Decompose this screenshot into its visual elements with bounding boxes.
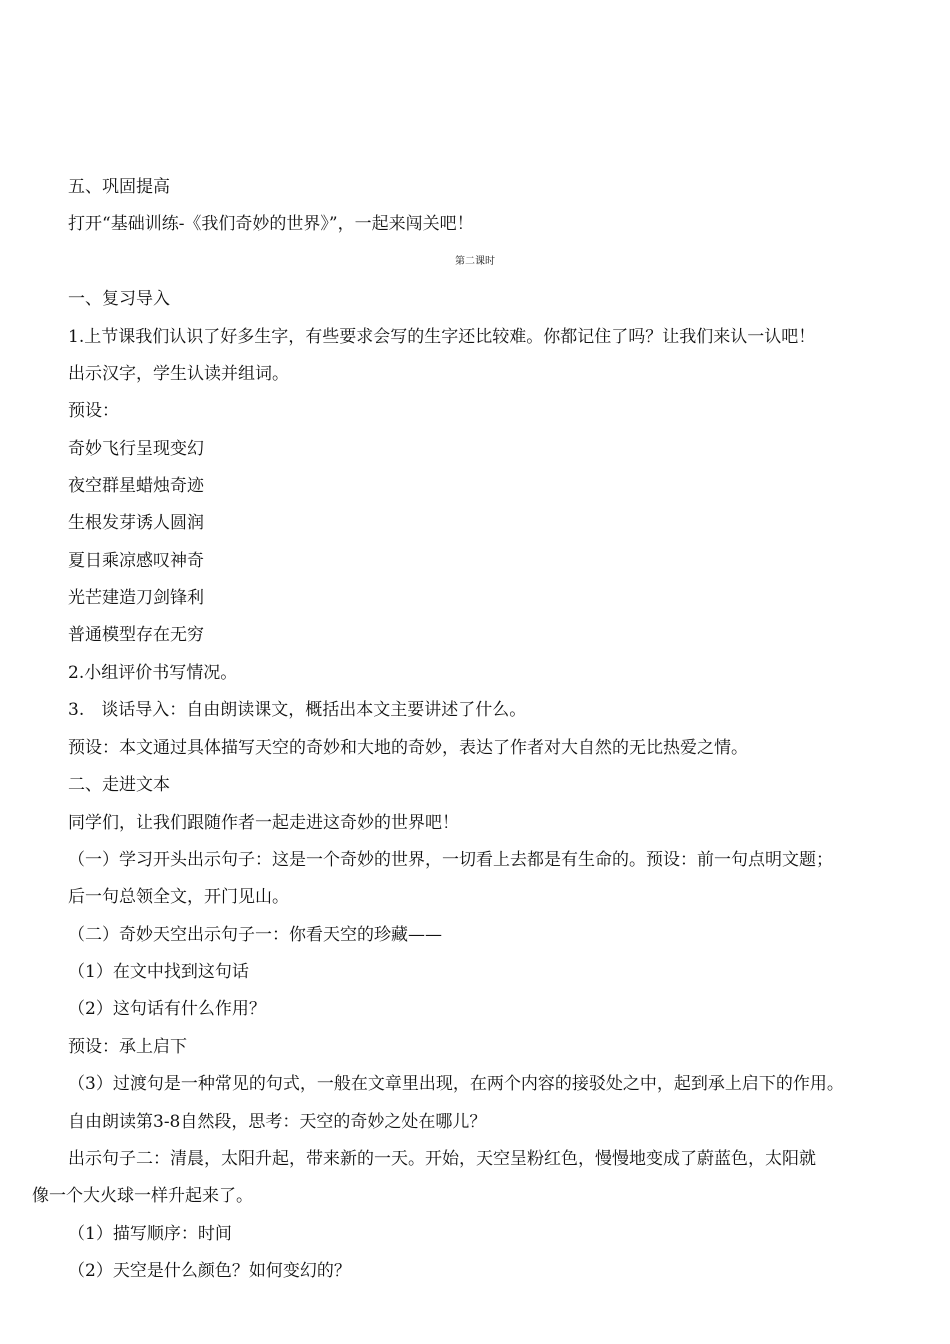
paragraph: 同学们，让我们跟随作者一起走进这奇妙的世界吧！: [68, 813, 459, 833]
paragraph: 预设：本文通过具体描写天空的奇妙和大地的奇妙，表达了作者对大自然的无比热爱之情。: [68, 738, 748, 758]
paragraph: 2.小组评价书写情况。: [68, 663, 238, 683]
paragraph: 出示汉字，学生认读并组词。: [68, 364, 289, 384]
section-heading-text: 二、走进文本: [68, 775, 170, 795]
paragraph: 预设：: [68, 401, 119, 421]
paragraph: 打开“基础训练-《我们奇妙的世界》”，一起来闯关吧！: [68, 214, 474, 234]
word-list-item: 夏日乘凉感叹神奇: [68, 551, 204, 571]
paragraph: （一）学习开头出示句子：这是一个奇妙的世界，一切看上去都是有生命的。预设：前一句点明文题；: [68, 850, 833, 870]
paragraph: 预设：承上启下: [68, 1037, 187, 1057]
word-list-item: 普通模型存在无穷: [68, 625, 204, 645]
paragraph: （3）过渡句是一种常见的句式，一般在文章里出现，在两个内容的接驳处之中，起到承上启下的作用。: [68, 1074, 844, 1094]
paragraph: （1）描写顺序：时间: [68, 1224, 232, 1244]
paragraph: 后一句总领全文，开门见山。: [68, 887, 289, 907]
section-heading-review: 一、复习导入: [68, 289, 170, 309]
paragraph: （1）在文中找到这句话: [68, 962, 249, 982]
paragraph: （2）这句话有什么作用？: [68, 999, 266, 1019]
paragraph: 1.上节课我们认识了好多生字，有些要求会写的生字还比较难。你都记住了吗？让我们来认一认吧！: [68, 327, 816, 347]
word-list-item: 光芒建造刀剑锋利: [68, 588, 204, 608]
paragraph: 自由朗读第3-8自然段，思考：天空的奇妙之处在哪儿？: [68, 1112, 487, 1132]
word-list-item: 夜空群星蜡烛奇迹: [68, 476, 204, 496]
word-list-item: 生根发芽诱人圆润: [68, 513, 204, 533]
word-list-item: 奇妙飞行呈现变幻: [68, 439, 204, 459]
paragraph: 像一个大火球一样升起来了。: [32, 1186, 253, 1206]
paragraph: 出示句子二：清晨，太阳升起，带来新的一天。开始，天空呈粉红色，慢慢地变成了蔚蓝色，太阳就: [68, 1149, 816, 1169]
paragraph: 3. 谈话导入：自由朗读课文，概括出本文主要讲述了什么。: [68, 700, 527, 720]
paragraph: （2）天空是什么颜色？如何变幻的？: [68, 1261, 351, 1281]
lesson-title: 第二课时: [455, 256, 495, 267]
paragraph: （二）奇妙天空出示句子一：你看天空的珍藏——: [68, 925, 442, 945]
section-heading-consolidate: 五、巩固提高: [68, 177, 170, 197]
